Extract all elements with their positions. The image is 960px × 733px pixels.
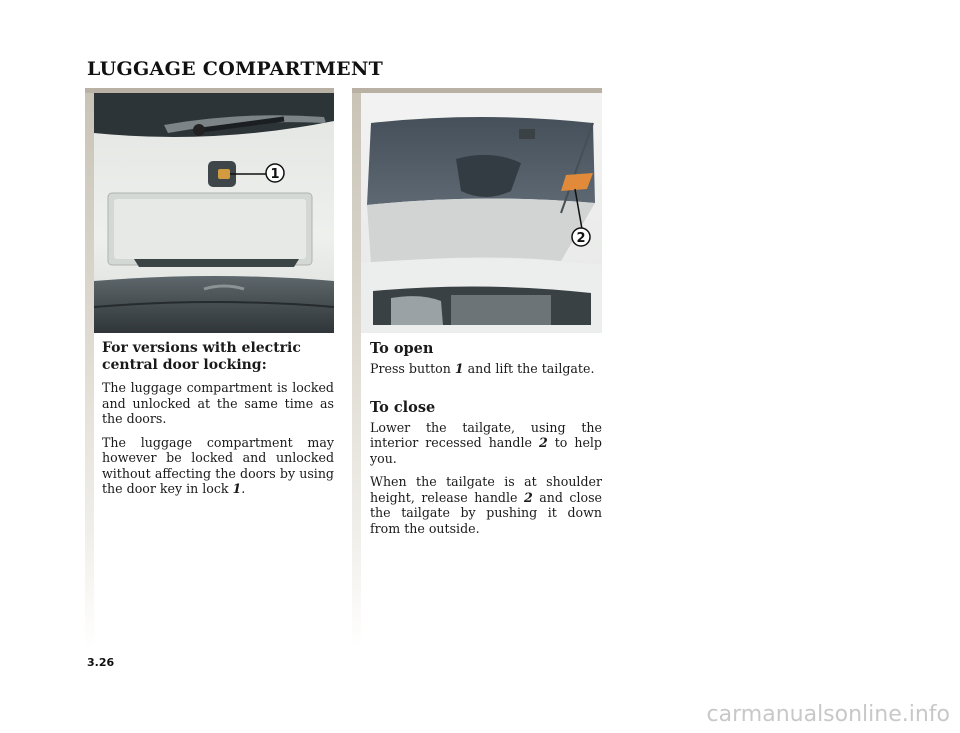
to-close-heading: To close (370, 398, 436, 416)
to-close-paragraph-1: Lower the tailgate, using the interior recessed handle 2 to help you. (370, 419, 602, 466)
right-column-strip (352, 88, 361, 648)
left-text-column (102, 340, 334, 505)
ref-1: 1 (232, 481, 242, 496)
ref-1: 1 (454, 361, 464, 376)
to-close-paragraph-2: When the tailgate is at shoulder height, release handle 2 and close the tailgate by pushing it down from the outside. (370, 474, 602, 536)
to-open-paragraph: Press button 1 and lift the tailgate. (370, 361, 595, 376)
to-open-heading: To open (370, 340, 434, 357)
page-number: 3.26 (87, 656, 115, 669)
ref-2: 2 (523, 489, 533, 505)
tailgate-exterior-illustration (94, 93, 334, 333)
left-column-strip (85, 88, 94, 648)
callout-2: 2 (576, 231, 586, 246)
left-paragraph-2: The luggage compartment may however be locked and unlocked without affecting the doors by using the door key in lock 1. (102, 434, 334, 496)
callout-1: 1 (270, 167, 280, 182)
left-paragraph-1: The luggage compartment is locked and unlocked at the same time as the doors. (102, 380, 334, 426)
ref-2: 2 (538, 435, 548, 450)
tailgate-exterior-photo (94, 93, 334, 333)
right-text-column (370, 340, 602, 544)
watermark: carmanualsonline.info (706, 702, 950, 727)
tailgate-interior-photo (361, 93, 602, 333)
tailgate-interior-illustration (361, 93, 602, 333)
electric-locking-subheading: For versions with electric central door locking: (102, 340, 301, 373)
page-title: LUGGAGE COMPARTMENT (87, 58, 384, 80)
